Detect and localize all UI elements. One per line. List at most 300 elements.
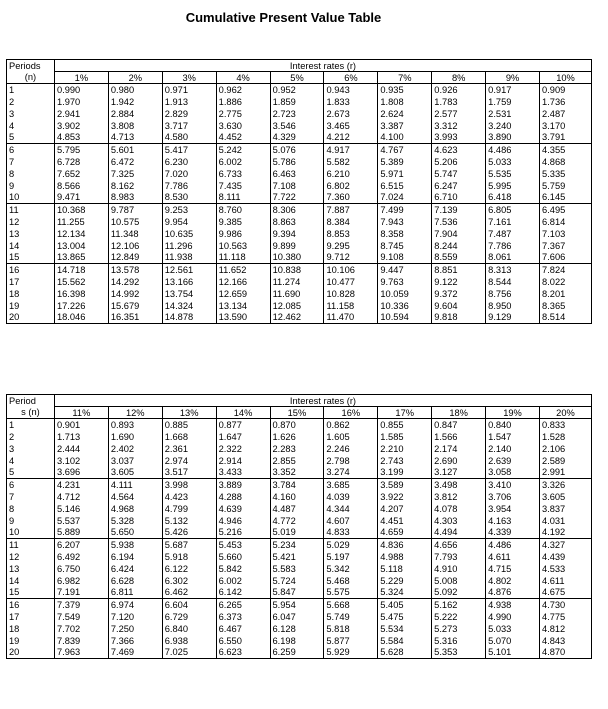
period-cell: 9 bbox=[7, 180, 55, 192]
value-cell: 8.853 bbox=[324, 228, 378, 240]
value-cell: 3.954 bbox=[486, 503, 540, 515]
value-cell: 8.514 bbox=[540, 312, 592, 324]
value-cell: 7.786 bbox=[486, 240, 540, 252]
value-cell: 7.824 bbox=[540, 264, 592, 276]
value-cell: 1.859 bbox=[270, 96, 324, 108]
value-cell: 6.604 bbox=[162, 599, 216, 611]
value-cell: 9.447 bbox=[378, 264, 432, 276]
value-cell: 5.650 bbox=[108, 527, 162, 539]
value-cell: 0.885 bbox=[162, 419, 216, 431]
value-cell: 11.470 bbox=[324, 312, 378, 324]
value-cell: 3.696 bbox=[54, 467, 108, 479]
value-cell: 4.611 bbox=[486, 551, 540, 563]
value-cell: 5.759 bbox=[540, 180, 592, 192]
value-cell: 1.759 bbox=[486, 96, 540, 108]
value-cell: 12.849 bbox=[108, 252, 162, 264]
rate-column-header: 16% bbox=[324, 407, 378, 419]
value-cell: 7.139 bbox=[432, 204, 486, 216]
value-cell: 15.679 bbox=[108, 300, 162, 312]
value-cell: 5.222 bbox=[432, 611, 486, 623]
value-cell: 9.604 bbox=[432, 300, 486, 312]
period-cell: 12 bbox=[7, 216, 55, 228]
value-cell: 2.589 bbox=[539, 455, 591, 467]
value-cell: 5.273 bbox=[432, 623, 486, 635]
table-row bbox=[7, 264, 592, 276]
value-cell: 0.909 bbox=[540, 84, 592, 96]
table-row bbox=[7, 599, 592, 611]
value-cell: 9.385 bbox=[216, 216, 270, 228]
value-cell: 4.968 bbox=[108, 503, 162, 515]
value-cell: 5.535 bbox=[486, 168, 540, 180]
period-cell: 11 bbox=[7, 204, 55, 216]
period-cell: 10 bbox=[7, 527, 55, 539]
value-cell: 4.564 bbox=[108, 491, 162, 503]
value-cell: 13.865 bbox=[54, 252, 108, 264]
period-cell: 20 bbox=[7, 312, 55, 324]
value-cell: 1.942 bbox=[108, 96, 162, 108]
period-cell: 1 bbox=[7, 84, 55, 96]
value-cell: 6.974 bbox=[108, 599, 162, 611]
value-cell: 6.210 bbox=[324, 168, 378, 180]
value-cell: 3.127 bbox=[432, 467, 486, 479]
rate-column-header: 15% bbox=[270, 407, 324, 419]
rate-column-header: 9% bbox=[486, 72, 540, 84]
value-cell: 5.033 bbox=[486, 156, 540, 168]
value-cell: 3.998 bbox=[162, 479, 216, 491]
present-value-table-1 bbox=[6, 59, 592, 324]
page-title: Cumulative Present Value Table bbox=[185, 10, 382, 25]
value-cell: 4.486 bbox=[486, 144, 540, 156]
value-cell: 7.652 bbox=[54, 168, 108, 180]
value-cell: 14.292 bbox=[108, 276, 162, 288]
value-cell: 2.402 bbox=[108, 443, 162, 455]
value-cell: 3.498 bbox=[432, 479, 486, 491]
value-cell: 4.607 bbox=[324, 515, 378, 527]
value-cell: 5.918 bbox=[162, 551, 216, 563]
value-cell: 8.111 bbox=[216, 192, 270, 204]
table-row bbox=[7, 180, 592, 192]
value-cell: 3.791 bbox=[540, 132, 592, 144]
value-cell: 3.058 bbox=[486, 467, 540, 479]
value-cell: 5.847 bbox=[270, 587, 324, 599]
value-cell: 0.862 bbox=[324, 419, 378, 431]
value-cell: 7.024 bbox=[378, 192, 432, 204]
value-cell: 5.405 bbox=[378, 599, 432, 611]
value-cell: 5.660 bbox=[216, 551, 270, 563]
value-cell: 0.980 bbox=[108, 84, 162, 96]
value-cell: 1.970 bbox=[54, 96, 108, 108]
value-cell: 6.247 bbox=[432, 180, 486, 192]
value-cell: 1.736 bbox=[540, 96, 592, 108]
value-cell: 8.313 bbox=[486, 264, 540, 276]
value-cell: 2.639 bbox=[486, 455, 540, 467]
value-cell: 6.492 bbox=[54, 551, 108, 563]
value-cell: 5.475 bbox=[378, 611, 432, 623]
value-cell: 7.499 bbox=[378, 204, 432, 216]
value-cell: 7.161 bbox=[486, 216, 540, 228]
value-cell: 2.941 bbox=[54, 108, 108, 120]
table-row bbox=[7, 276, 592, 288]
value-cell: 5.132 bbox=[162, 515, 216, 527]
value-cell: 5.971 bbox=[378, 168, 432, 180]
value-cell: 3.890 bbox=[486, 132, 540, 144]
value-cell: 6.302 bbox=[162, 575, 216, 587]
value-cell: 9.122 bbox=[432, 276, 486, 288]
value-cell: 8.365 bbox=[540, 300, 592, 312]
value-cell: 5.229 bbox=[378, 575, 432, 587]
value-cell: 14.992 bbox=[108, 288, 162, 300]
rate-column-header: 20% bbox=[539, 407, 591, 419]
rate-column-header: 3% bbox=[162, 72, 216, 84]
value-cell: 0.833 bbox=[539, 419, 591, 431]
value-cell: 1.783 bbox=[432, 96, 486, 108]
table-row bbox=[7, 503, 592, 515]
rate-column-header: 18% bbox=[432, 407, 486, 419]
value-cell: 9.394 bbox=[270, 228, 324, 240]
present-value-table-2 bbox=[6, 394, 592, 659]
value-cell: 5.070 bbox=[486, 635, 540, 647]
value-cell: 5.092 bbox=[432, 587, 486, 599]
interest-rates-header: Interest rates (r) bbox=[54, 60, 591, 72]
value-cell: 5.146 bbox=[54, 503, 108, 515]
value-cell: 2.775 bbox=[216, 108, 270, 120]
interest-rates-header: Interest rates (r) bbox=[54, 395, 591, 407]
value-cell: 12.166 bbox=[216, 276, 270, 288]
table-row bbox=[7, 144, 592, 156]
value-cell: 4.160 bbox=[270, 491, 324, 503]
value-cell: 5.019 bbox=[270, 527, 324, 539]
value-cell: 5.335 bbox=[540, 168, 592, 180]
period-cell: 15 bbox=[7, 587, 55, 599]
value-cell: 0.943 bbox=[324, 84, 378, 96]
period-cell: 5 bbox=[7, 132, 55, 144]
value-cell: 4.730 bbox=[539, 599, 591, 611]
period-cell: 16 bbox=[7, 264, 55, 276]
value-cell: 3.685 bbox=[324, 479, 378, 491]
value-cell: 7.786 bbox=[162, 180, 216, 192]
value-cell: 3.312 bbox=[432, 120, 486, 132]
value-cell: 10.594 bbox=[378, 312, 432, 324]
value-cell: 8.745 bbox=[378, 240, 432, 252]
value-cell: 2.974 bbox=[162, 455, 216, 467]
value-cell: 3.274 bbox=[324, 467, 378, 479]
value-cell: 2.855 bbox=[270, 455, 324, 467]
table-row bbox=[7, 635, 592, 647]
value-cell: 6.230 bbox=[162, 156, 216, 168]
period-cell: 7 bbox=[7, 491, 55, 503]
value-cell: 12.462 bbox=[270, 312, 324, 324]
value-cell: 4.639 bbox=[216, 503, 270, 515]
value-cell: 6.472 bbox=[108, 156, 162, 168]
value-cell: 4.327 bbox=[539, 539, 591, 551]
value-cell: 5.877 bbox=[324, 635, 378, 647]
value-cell: 7.549 bbox=[54, 611, 108, 623]
value-cell: 7.020 bbox=[162, 168, 216, 180]
value-cell: 4.423 bbox=[162, 491, 216, 503]
value-cell: 1.547 bbox=[486, 431, 540, 443]
value-cell: 8.983 bbox=[108, 192, 162, 204]
value-cell: 6.938 bbox=[162, 635, 216, 647]
value-cell: 4.868 bbox=[540, 156, 592, 168]
value-cell: 10.477 bbox=[324, 276, 378, 288]
value-cell: 8.950 bbox=[486, 300, 540, 312]
value-cell: 4.163 bbox=[486, 515, 540, 527]
table-row bbox=[7, 623, 592, 635]
periods-header-n: s (n) bbox=[7, 407, 55, 419]
value-cell: 6.002 bbox=[216, 156, 270, 168]
value-cell: 6.728 bbox=[54, 156, 108, 168]
value-cell: 2.487 bbox=[540, 108, 592, 120]
period-cell: 8 bbox=[7, 503, 55, 515]
value-cell: 14.718 bbox=[54, 264, 108, 276]
value-cell: 2.798 bbox=[324, 455, 378, 467]
value-cell: 9.372 bbox=[432, 288, 486, 300]
value-cell: 9.712 bbox=[324, 252, 378, 264]
value-cell: 4.533 bbox=[539, 563, 591, 575]
value-cell: 5.324 bbox=[378, 587, 432, 599]
period-cell: 6 bbox=[7, 144, 55, 156]
value-cell: 4.946 bbox=[216, 515, 270, 527]
value-cell: 7.025 bbox=[162, 647, 216, 659]
table-row bbox=[7, 288, 592, 300]
value-cell: 3.410 bbox=[486, 479, 540, 491]
value-cell: 5.389 bbox=[378, 156, 432, 168]
period-cell: 1 bbox=[7, 419, 55, 431]
value-cell: 6.467 bbox=[216, 623, 270, 635]
value-cell: 5.584 bbox=[378, 635, 432, 647]
periods-header-label: Periods bbox=[7, 60, 55, 72]
value-cell: 8.201 bbox=[540, 288, 592, 300]
value-cell: 3.037 bbox=[108, 455, 162, 467]
value-cell: 2.210 bbox=[378, 443, 432, 455]
value-cell: 6.623 bbox=[216, 647, 270, 659]
value-cell: 5.668 bbox=[324, 599, 378, 611]
value-cell: 7.722 bbox=[270, 192, 324, 204]
value-cell: 7.487 bbox=[486, 228, 540, 240]
value-cell: 3.808 bbox=[108, 120, 162, 132]
table-row bbox=[7, 252, 592, 264]
value-cell: 1.528 bbox=[539, 431, 591, 443]
value-cell: 5.118 bbox=[378, 563, 432, 575]
table-row bbox=[7, 84, 592, 96]
value-cell: 13.166 bbox=[162, 276, 216, 288]
value-cell: 5.747 bbox=[432, 168, 486, 180]
value-cell: 4.988 bbox=[378, 551, 432, 563]
value-cell: 4.031 bbox=[539, 515, 591, 527]
value-cell: 8.863 bbox=[270, 216, 324, 228]
period-cell: 6 bbox=[7, 479, 55, 491]
table-row bbox=[7, 204, 592, 216]
period-cell: 3 bbox=[7, 443, 55, 455]
rate-column-header: 8% bbox=[432, 72, 486, 84]
value-cell: 1.647 bbox=[216, 431, 270, 443]
value-cell: 4.100 bbox=[378, 132, 432, 144]
value-cell: 1.690 bbox=[108, 431, 162, 443]
value-cell: 0.962 bbox=[216, 84, 270, 96]
value-cell: 5.929 bbox=[324, 647, 378, 659]
value-cell: 0.971 bbox=[162, 84, 216, 96]
value-cell: 12.561 bbox=[162, 264, 216, 276]
value-cell: 4.802 bbox=[486, 575, 540, 587]
value-cell: 6.811 bbox=[108, 587, 162, 599]
value-cell: 4.715 bbox=[486, 563, 540, 575]
value-cell: 2.991 bbox=[539, 467, 591, 479]
value-cell: 4.659 bbox=[378, 527, 432, 539]
value-cell: 7.887 bbox=[324, 204, 378, 216]
value-cell: 5.316 bbox=[432, 635, 486, 647]
value-cell: 5.537 bbox=[54, 515, 108, 527]
value-cell: 6.145 bbox=[540, 192, 592, 204]
value-cell: 2.322 bbox=[216, 443, 270, 455]
value-cell: 5.687 bbox=[162, 539, 216, 551]
value-cell: 5.008 bbox=[432, 575, 486, 587]
value-cell: 6.265 bbox=[216, 599, 270, 611]
value-cell: 4.853 bbox=[54, 132, 108, 144]
value-cell: 3.199 bbox=[378, 467, 432, 479]
value-cell: 5.453 bbox=[216, 539, 270, 551]
value-cell: 3.902 bbox=[54, 120, 108, 132]
table-row bbox=[7, 647, 592, 659]
value-cell: 3.326 bbox=[539, 479, 591, 491]
value-cell: 4.355 bbox=[540, 144, 592, 156]
period-cell: 8 bbox=[7, 168, 55, 180]
period-cell: 14 bbox=[7, 240, 55, 252]
value-cell: 8.244 bbox=[432, 240, 486, 252]
value-cell: 6.733 bbox=[216, 168, 270, 180]
value-cell: 2.246 bbox=[324, 443, 378, 455]
value-cell: 10.575 bbox=[108, 216, 162, 228]
value-cell: 13.754 bbox=[162, 288, 216, 300]
value-cell: 7.191 bbox=[54, 587, 108, 599]
value-cell: 5.426 bbox=[162, 527, 216, 539]
value-cell: 6.424 bbox=[108, 563, 162, 575]
value-cell: 11.690 bbox=[270, 288, 324, 300]
value-cell: 11.938 bbox=[162, 252, 216, 264]
value-cell: 4.452 bbox=[216, 132, 270, 144]
value-cell: 7.108 bbox=[270, 180, 324, 192]
value-cell: 4.910 bbox=[432, 563, 486, 575]
value-cell: 2.914 bbox=[216, 455, 270, 467]
value-cell: 6.198 bbox=[270, 635, 324, 647]
value-cell: 7.325 bbox=[108, 168, 162, 180]
period-cell: 20 bbox=[7, 647, 55, 659]
periods-header-n: (n) bbox=[7, 72, 55, 84]
value-cell: 10.059 bbox=[378, 288, 432, 300]
value-cell: 3.465 bbox=[324, 120, 378, 132]
value-cell: 4.288 bbox=[216, 491, 270, 503]
rate-column-header: 19% bbox=[486, 407, 540, 419]
rate-column-header: 2% bbox=[108, 72, 162, 84]
value-cell: 11.274 bbox=[270, 276, 324, 288]
value-cell: 4.623 bbox=[432, 144, 486, 156]
value-cell: 15.562 bbox=[54, 276, 108, 288]
value-cell: 5.583 bbox=[270, 563, 324, 575]
value-cell: 2.444 bbox=[54, 443, 108, 455]
value-cell: 4.833 bbox=[324, 527, 378, 539]
value-cell: 4.876 bbox=[486, 587, 540, 599]
value-cell: 9.787 bbox=[108, 204, 162, 216]
table-row bbox=[7, 312, 592, 324]
value-cell: 5.724 bbox=[270, 575, 324, 587]
rate-column-header: 7% bbox=[378, 72, 432, 84]
value-cell: 2.361 bbox=[162, 443, 216, 455]
value-cell: 3.170 bbox=[540, 120, 592, 132]
value-cell: 3.630 bbox=[216, 120, 270, 132]
value-cell: 4.207 bbox=[378, 503, 432, 515]
value-cell: 9.108 bbox=[378, 252, 432, 264]
value-cell: 8.061 bbox=[486, 252, 540, 264]
rate-column-header: 1% bbox=[54, 72, 108, 84]
value-cell: 7.367 bbox=[540, 240, 592, 252]
value-cell: 4.712 bbox=[54, 491, 108, 503]
value-cell: 3.706 bbox=[486, 491, 540, 503]
period-cell: 3 bbox=[7, 108, 55, 120]
value-cell: 0.855 bbox=[378, 419, 432, 431]
value-cell: 5.795 bbox=[54, 144, 108, 156]
table-row bbox=[7, 527, 592, 539]
value-cell: 6.710 bbox=[432, 192, 486, 204]
value-cell: 4.486 bbox=[486, 539, 540, 551]
period-cell: 2 bbox=[7, 431, 55, 443]
value-cell: 6.194 bbox=[108, 551, 162, 563]
value-cell: 10.368 bbox=[54, 204, 108, 216]
value-cell: 6.840 bbox=[162, 623, 216, 635]
rate-column-header: 11% bbox=[54, 407, 108, 419]
table-row bbox=[7, 551, 592, 563]
value-cell: 1.585 bbox=[378, 431, 432, 443]
value-cell: 2.690 bbox=[432, 455, 486, 467]
value-cell: 6.628 bbox=[108, 575, 162, 587]
value-cell: 0.901 bbox=[54, 419, 108, 431]
period-cell: 2 bbox=[7, 96, 55, 108]
table-row bbox=[7, 108, 592, 120]
value-cell: 5.101 bbox=[486, 647, 540, 659]
table-row bbox=[7, 192, 592, 204]
table-row bbox=[7, 443, 592, 455]
value-cell: 8.530 bbox=[162, 192, 216, 204]
value-cell: 4.451 bbox=[378, 515, 432, 527]
value-cell: 0.917 bbox=[486, 84, 540, 96]
period-cell: 18 bbox=[7, 288, 55, 300]
value-cell: 3.812 bbox=[432, 491, 486, 503]
table-row bbox=[7, 419, 592, 431]
table-row bbox=[7, 216, 592, 228]
period-cell: 12 bbox=[7, 551, 55, 563]
value-cell: 6.002 bbox=[216, 575, 270, 587]
value-cell: 5.468 bbox=[324, 575, 378, 587]
value-cell: 4.344 bbox=[324, 503, 378, 515]
value-cell: 13.590 bbox=[216, 312, 270, 324]
value-cell: 0.935 bbox=[378, 84, 432, 96]
value-cell: 6.495 bbox=[540, 204, 592, 216]
value-cell: 6.805 bbox=[486, 204, 540, 216]
value-cell: 7.536 bbox=[432, 216, 486, 228]
value-cell: 4.870 bbox=[539, 647, 591, 659]
value-cell: 3.352 bbox=[270, 467, 324, 479]
period-cell: 5 bbox=[7, 467, 55, 479]
value-cell: 4.039 bbox=[324, 491, 378, 503]
value-cell: 2.884 bbox=[108, 108, 162, 120]
value-cell: 8.306 bbox=[270, 204, 324, 216]
value-cell: 7.103 bbox=[540, 228, 592, 240]
value-cell: 6.207 bbox=[54, 539, 108, 551]
value-cell: 11.255 bbox=[54, 216, 108, 228]
value-cell: 5.582 bbox=[324, 156, 378, 168]
period-cell: 13 bbox=[7, 563, 55, 575]
value-cell: 2.673 bbox=[324, 108, 378, 120]
value-cell: 5.749 bbox=[324, 611, 378, 623]
period-cell: 4 bbox=[7, 455, 55, 467]
